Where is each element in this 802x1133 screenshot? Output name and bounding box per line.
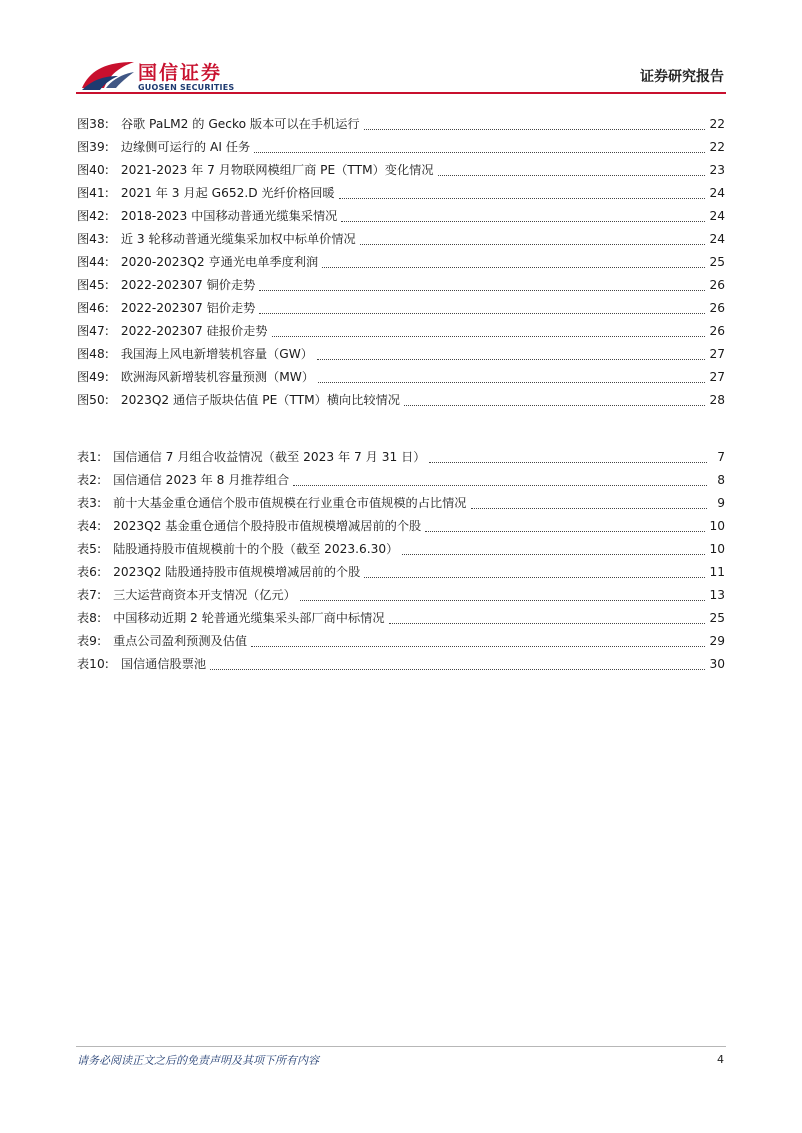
figure-entry[interactable] (77, 274, 725, 297)
footer-disclaimer: 请务必阅读正文之后的免责声明及其项下所有内容 (77, 1054, 319, 1067)
figure-entry[interactable] (77, 297, 725, 320)
figure-entry[interactable] (77, 366, 725, 389)
figure-entry-title: 近 3 轮移动普通光缆集采加权中标单价情况 (120, 232, 356, 246)
table-entry-page: 10 (709, 542, 725, 556)
page-number: 4 (717, 1053, 724, 1066)
table-entry-title: 2023Q2 陆股通持股市值规模增减居前的个股 (113, 565, 361, 579)
figure-entry[interactable] (77, 228, 725, 251)
table-entry-page: 7 (717, 450, 725, 464)
figure-entry-page: 22 (709, 117, 725, 131)
figure-entry-number: 图42: (77, 209, 109, 223)
figure-entry-number: 图40: (77, 163, 109, 177)
table-entry[interactable] (77, 446, 725, 469)
table-entry-leader (402, 553, 705, 555)
figure-entry-title: 2021-2023 年 7 月物联网模组厂商 PE（TTM）变化情况 (120, 163, 434, 177)
table-entry-number: 表5: (77, 542, 102, 556)
table-entry-page: 25 (709, 611, 725, 625)
figure-entry-number: 图49: (77, 370, 109, 384)
figure-entry-leader (339, 197, 706, 199)
table-entry-leader (364, 576, 705, 578)
table-entry[interactable] (77, 469, 725, 492)
logo-chinese-name: 国信证券 (138, 62, 223, 84)
table-entry-number: 表6: (77, 565, 102, 579)
figure-entry-page: 25 (709, 255, 725, 269)
figure-entry-number: 图47: (77, 324, 109, 338)
figure-entry-page: 24 (709, 209, 725, 223)
table-entry[interactable] (77, 630, 725, 653)
figure-entry-leader (404, 404, 706, 406)
figure-entry-page: 26 (709, 301, 725, 315)
table-entry-number: 表7: (77, 588, 102, 602)
figure-entry[interactable] (77, 205, 725, 228)
table-entry-page: 13 (709, 588, 725, 602)
table-entry-number: 表3: (77, 496, 102, 510)
figure-entry-number: 图44: (77, 255, 109, 269)
table-entry-leader (251, 645, 705, 647)
figure-entry-title: 2022-202307 硅报价走势 (120, 324, 268, 338)
figure-entry-number: 图46: (77, 301, 109, 315)
figure-entry-number: 图41: (77, 186, 109, 200)
figure-entry-number: 图48: (77, 347, 109, 361)
table-entry[interactable] (77, 653, 725, 676)
table-entry-leader (300, 599, 706, 601)
table-entry-leader (210, 668, 705, 670)
table-entry-number: 表4: (77, 519, 102, 533)
figure-entry-leader (322, 266, 705, 268)
table-entry[interactable] (77, 607, 725, 630)
figure-entry-title: 2023Q2 通信子版块估值 PE（TTM）横向比较情况 (120, 393, 400, 407)
table-entry-title: 中国移动近期 2 轮普通光缆集采头部厂商中标情况 (113, 611, 385, 625)
table-entry-page: 9 (717, 496, 725, 510)
page-header (0, 0, 802, 100)
table-entry[interactable] (77, 584, 725, 607)
figure-entry-number: 图39: (77, 140, 109, 154)
figure-entry-title: 2020-2023Q2 亨通光电单季度利润 (120, 255, 319, 269)
table-entry-leader (389, 622, 706, 624)
figure-entry-leader (318, 381, 705, 383)
figure-entry-leader (364, 128, 706, 130)
table-entry-title: 三大运营商资本开支情况（亿元） (113, 588, 296, 602)
figure-entry-page: 24 (709, 186, 725, 200)
table-entry-number: 表10: (77, 657, 109, 671)
figure-entry-number: 图38: (77, 117, 109, 131)
figure-entry[interactable] (77, 389, 725, 412)
table-entry[interactable] (77, 492, 725, 515)
table-entry[interactable] (77, 515, 725, 538)
figure-entry-page: 22 (709, 140, 725, 154)
figure-entry-page: 27 (709, 370, 725, 384)
table-entry-number: 表1: (77, 450, 102, 464)
table-entry-number: 表9: (77, 634, 102, 648)
table-entry-number: 表8: (77, 611, 102, 625)
figure-entry[interactable] (77, 182, 725, 205)
table-entry-leader (293, 484, 707, 486)
figure-entry-number: 图43: (77, 232, 109, 246)
figure-entry-leader (317, 358, 706, 360)
figure-entry-number: 图45: (77, 278, 109, 292)
figure-entry-leader (341, 220, 705, 222)
company-logo (80, 56, 240, 96)
figure-list (77, 113, 725, 412)
figure-entry-title: 谷歌 PaLM2 的 Gecko 版本可以在手机运行 (120, 117, 360, 131)
table-entry-title: 前十大基金重仓通信个股市值规模在行业重仓市值规模的占比情况 (113, 496, 467, 510)
table-list (77, 446, 725, 676)
figure-entry-page: 26 (709, 278, 725, 292)
figure-entry-page: 28 (709, 393, 725, 407)
table-entry-leader (429, 461, 707, 463)
figure-entry-number: 图50: (77, 393, 109, 407)
figure-entry-title: 边缘侧可运行的 AI 任务 (120, 140, 251, 154)
table-entry[interactable] (77, 561, 725, 584)
figure-entry-leader (438, 174, 706, 176)
figure-entry-title: 2021 年 3 月起 G652.D 光纤价格回暖 (120, 186, 335, 200)
figure-entry[interactable] (77, 113, 725, 136)
table-entry-page: 29 (709, 634, 725, 648)
table-entry-title: 国信通信 7 月组合收益情况（截至 2023 年 7 月 31 日） (113, 450, 426, 464)
figure-entry-title: 2022-202307 铝价走势 (120, 301, 256, 315)
figure-entry-leader (272, 335, 706, 337)
table-entry-title: 陆股通持股市值规模前十的个股（截至 2023.6.30） (113, 542, 399, 556)
table-entry-title: 国信通信 2023 年 8 月推荐组合 (113, 473, 290, 487)
table-entry-title: 国信通信股票池 (120, 657, 207, 671)
figure-entry[interactable] (77, 159, 725, 182)
figure-entry-title: 2018-2023 中国移动普通光缆集采情况 (120, 209, 338, 223)
figure-entry-title: 2022-202307 铜价走势 (120, 278, 256, 292)
table-entry-page: 30 (709, 657, 725, 671)
figure-entry-leader (360, 243, 706, 245)
table-entry-number: 表2: (77, 473, 102, 487)
figure-entry-title: 我国海上风电新增装机容量（GW） (120, 347, 313, 361)
table-entry-title: 重点公司盈利预测及估值 (113, 634, 248, 648)
table-entry-page: 10 (709, 519, 725, 533)
table-entry-title: 2023Q2 基金重仓通信个股持股市值规模增减居前的个股 (113, 519, 422, 533)
logo-emblem-icon (80, 58, 136, 92)
table-entry-page: 11 (709, 565, 725, 579)
figure-entry[interactable] (77, 251, 725, 274)
table-entry-leader (425, 530, 705, 532)
figure-entry-leader (259, 289, 705, 291)
figure-entry-leader (259, 312, 705, 314)
figure-entry-page: 26 (709, 324, 725, 338)
figure-entry-page: 23 (709, 163, 725, 177)
figure-entry-leader (254, 151, 705, 153)
table-entry-page: 8 (717, 473, 725, 487)
figure-entry[interactable] (77, 320, 725, 343)
table-entry[interactable] (77, 538, 725, 561)
footer-divider (76, 1046, 726, 1047)
figure-entry-page: 27 (709, 347, 725, 361)
table-entry-leader (471, 507, 708, 509)
figure-entry[interactable] (77, 136, 725, 159)
report-type-label: 证券研究报告 (640, 69, 724, 85)
figure-entry-page: 24 (709, 232, 725, 246)
figure-entry-title: 欧洲海风新增装机容量预测（MW） (120, 370, 315, 384)
figure-entry[interactable] (77, 343, 725, 366)
logo-english-name: GUOSEN SECURITIES (138, 83, 235, 92)
header-divider (76, 92, 726, 94)
